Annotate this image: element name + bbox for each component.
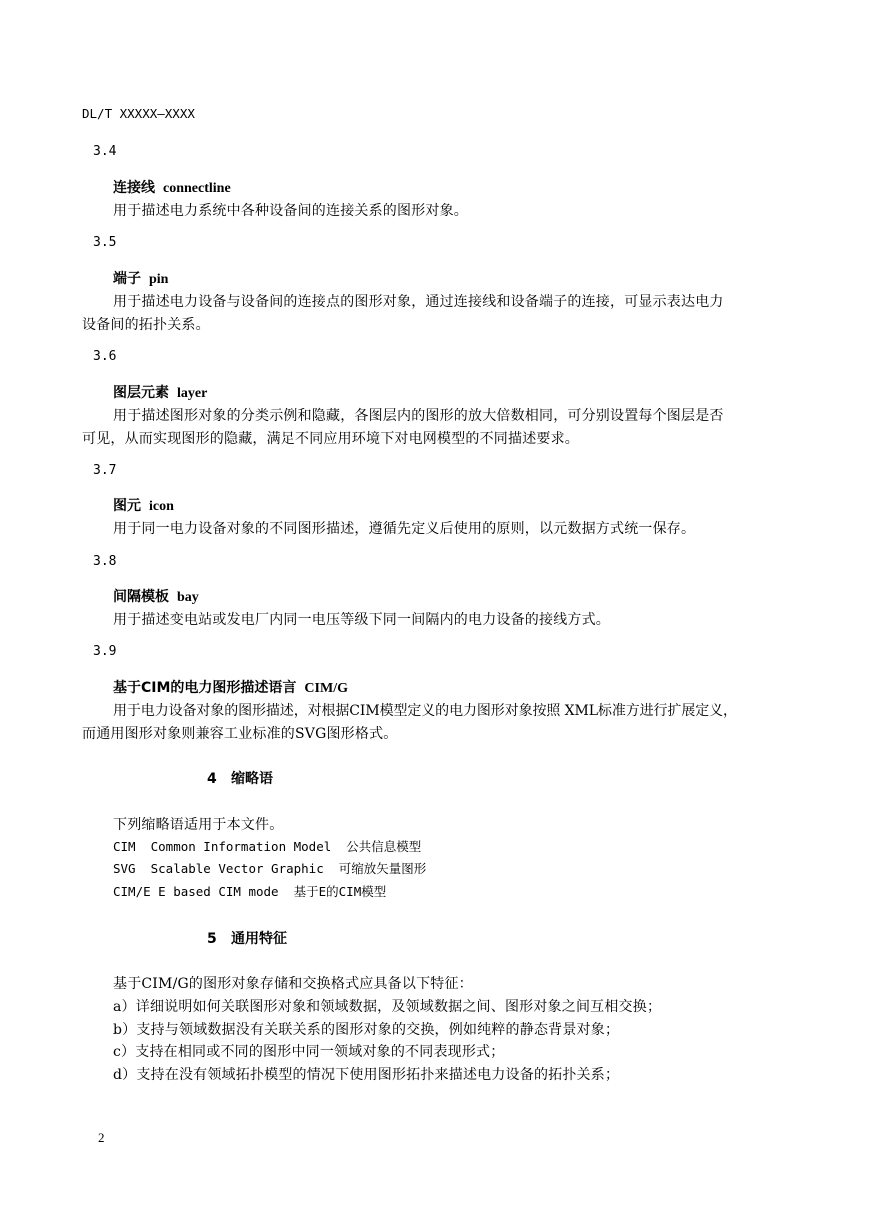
clause-number: 3.8	[93, 554, 117, 569]
term-zh: 图元	[113, 498, 141, 514]
feature-item: d）支持在没有领域拓扑模型的情况下使用图形拓扑来描述电力设备的拓扑关系；	[113, 1067, 620, 1083]
clause-number: 3.7	[93, 463, 117, 478]
page-number: 2	[98, 1130, 105, 1145]
section-intro: 下列缩略语适用于本文件。	[113, 817, 284, 833]
clause-number: 3.5	[93, 235, 117, 250]
feature-item: b）支持与领域数据没有关联关系的图形对象的交换，例如纯粹的静态背景对象；	[113, 1022, 620, 1038]
definition-line: 用于描述图形对象的分类示例和隐藏，各图层内的图形的放大倍数相同，可分别设置每个图层是否	[113, 408, 724, 424]
term-heading	[113, 268, 168, 288]
term-zh: 间隔模板	[113, 589, 169, 605]
section-number: 4	[207, 771, 217, 787]
clause-number: 3.4	[93, 144, 117, 159]
abbreviation-item: SVG Scalable Vector Graphic 可缩放矢量图形	[113, 861, 427, 876]
feature-item: a）详细说明如何关联图形对象和领域数据，及领域数据之间、图形对象之间互相交换；	[113, 999, 662, 1015]
definition-line: 用于描述电力系统中各种设备间的连接关系的图形对象。	[113, 203, 468, 219]
definition-line: 用于描述电力设备与设备间的连接点的图形对象，通过连接线和设备端子的连接，可显示表达电力	[113, 294, 724, 310]
feature-item: c）支持在相同或不同的图形中同一领域对象的不同表现形式；	[113, 1044, 505, 1060]
term-en: CIM/G	[304, 681, 348, 696]
term-en: icon	[149, 499, 174, 514]
term-heading	[113, 382, 207, 402]
term-heading	[113, 677, 348, 697]
definition-line: 可见，从而实现图形的隐藏，满足不同应用环境下对电网模型的不同描述要求。	[82, 431, 579, 447]
definition-line: 用于同一电力设备对象的不同图形描述，遵循先定义后使用的原则，以元数据方式统一保存。	[113, 521, 696, 537]
definition-line: 用于描述变电站或发电厂内同一电压等级下同一间隔内的电力设备的接线方式。	[113, 612, 610, 628]
section-number: 5	[207, 931, 217, 947]
term-heading	[113, 495, 174, 515]
clause-number: 3.9	[93, 644, 117, 659]
term-zh: 基于CIM的电力图形描述语言	[113, 680, 297, 696]
abbreviation-item: CIM Common Information Model 公共信息模型	[113, 839, 422, 854]
section-intro: 基于CIM/G的图形对象存储和交换格式应具备以下特征：	[113, 976, 473, 992]
term-zh: 端子	[113, 271, 141, 287]
definition-line: 用于电力设备对象的图形描述，对根据CIM模型定义的电力图形对象按照 XML标准方进行扩展定义，	[113, 703, 737, 719]
term-zh: 连接线	[113, 180, 155, 196]
term-en: connectline	[163, 181, 231, 196]
term-en: pin	[149, 272, 169, 287]
definition-line: 设备间的拓扑关系。	[82, 317, 210, 333]
term-en: layer	[177, 386, 208, 401]
section-heading	[207, 768, 273, 788]
clause-number: 3.6	[93, 349, 117, 364]
abbreviation-item: CIM/E E based CIM mode 基于E的CIM模型	[113, 884, 387, 899]
section-title: 通用特征	[231, 931, 287, 947]
term-heading	[113, 177, 231, 197]
document-code: DL/T XXXXX—XXXX	[82, 106, 195, 121]
term-heading	[113, 586, 199, 606]
definition-line: 而通用图形对象则兼容工业标准的SVG图形格式。	[82, 726, 398, 742]
section-heading	[207, 928, 287, 948]
section-title: 缩略语	[231, 771, 273, 787]
term-en: bay	[177, 590, 199, 605]
term-zh: 图层元素	[113, 385, 169, 401]
